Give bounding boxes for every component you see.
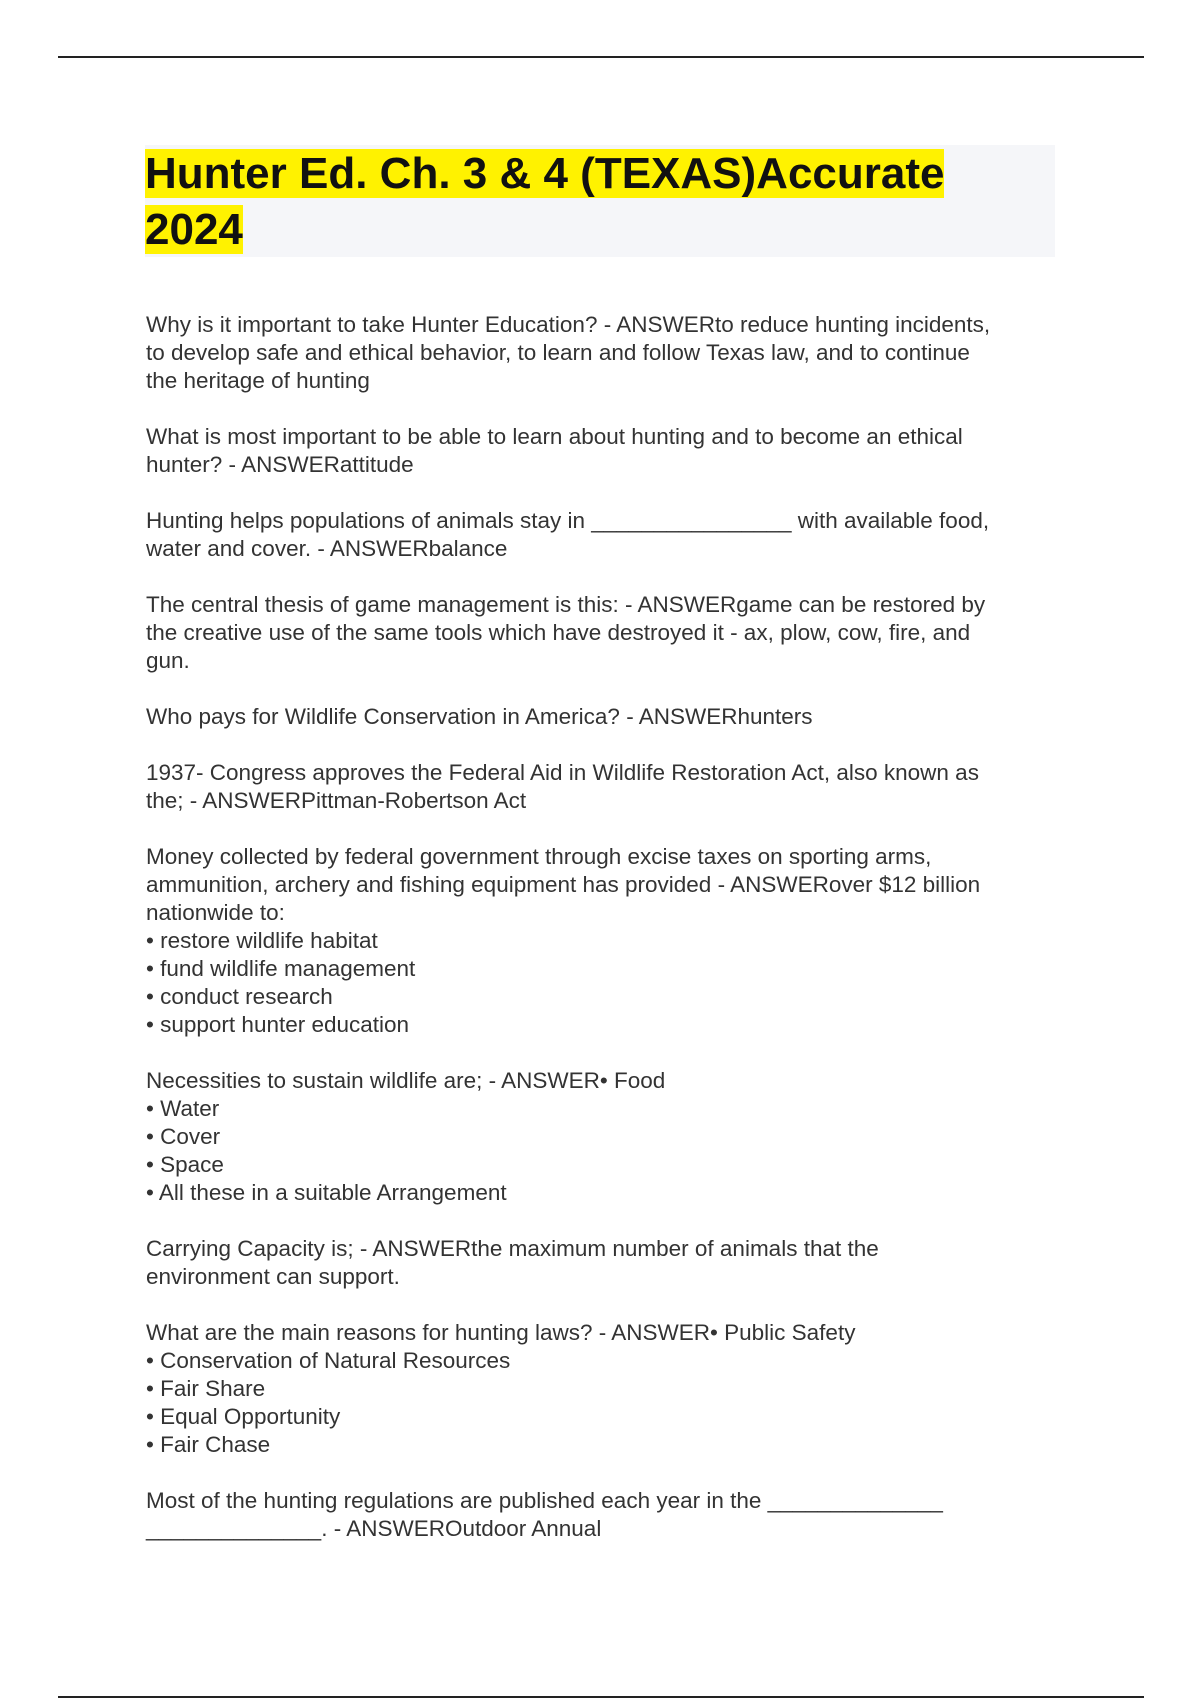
qa-item [146, 507, 1066, 563]
qa-line: the heritage of hunting [146, 368, 370, 393]
qa-line: • Fair Chase [146, 1432, 271, 1457]
qa-item [146, 423, 1066, 479]
qa-line: • restore wildlife habitat [146, 928, 378, 953]
qa-line: the creative use of the same tools which have destroyed it - ax, plow, cow, fire, and [146, 620, 971, 645]
qa-line: • Water [146, 1096, 220, 1121]
qa-line: What is most important to be able to learn about hunting and to become an ethical [146, 424, 963, 449]
qa-line: nationwide to: [146, 900, 285, 925]
qa-line: the; - ANSWERPittman-Robertson Act [146, 788, 527, 813]
qa-item [146, 759, 1066, 815]
qa-line: to develop safe and ethical behavior, to learn and follow Texas law, and to continue [146, 340, 970, 365]
qa-line: gun. [146, 648, 190, 673]
top-rule [58, 56, 1144, 58]
qa-line: • Equal Opportunity [146, 1404, 341, 1429]
qa-line: The central thesis of game management is this: - ANSWERgame can be restored by [146, 592, 986, 617]
qa-line: • Space [146, 1152, 224, 1177]
qa-line: • All these in a suitable Arrangement [146, 1180, 507, 1205]
qa-item [146, 843, 1066, 1039]
question-answer-list [146, 311, 1066, 1571]
qa-line: Who pays for Wildlife Conservation in America? - ANSWERhunters [146, 704, 813, 729]
qa-item [146, 1235, 1066, 1291]
qa-item [146, 1487, 1066, 1543]
qa-line: Hunting helps populations of animals stay in ________________ with available food, [146, 508, 990, 533]
qa-line: • conduct research [146, 984, 333, 1009]
qa-line: • fund wildlife management [146, 956, 416, 981]
qa-line: Money collected by federal government through excise taxes on sporting arms, [146, 844, 932, 869]
title-line-1: Hunter Ed. Ch. 3 & 4 (TEXAS)Accurate [145, 149, 945, 198]
document-title [145, 146, 1045, 258]
qa-line: What are the main reasons for hunting laws? - ANSWER• Public Safety [146, 1320, 856, 1345]
qa-line: water and cover. - ANSWERbalance [146, 536, 508, 561]
qa-line: Necessities to sustain wildlife are; - ANSWER• Food [146, 1068, 666, 1093]
qa-item [146, 311, 1066, 395]
bottom-rule [58, 1696, 1144, 1698]
qa-item [146, 1067, 1066, 1207]
title-line-2: 2024 [145, 205, 243, 254]
qa-line: environment can support. [146, 1264, 400, 1289]
qa-line: Why is it important to take Hunter Education? - ANSWERto reduce hunting incidents, [146, 312, 991, 337]
qa-line: • Conservation of Natural Resources [146, 1348, 511, 1373]
qa-line: 1937- Congress approves the Federal Aid in Wildlife Restoration Act, also known as [146, 760, 979, 785]
qa-line: • Cover [146, 1124, 221, 1149]
qa-line: ______________. - ANSWEROutdoor Annual [146, 1516, 602, 1541]
qa-item [146, 703, 1066, 731]
qa-line: • support hunter education [146, 1012, 410, 1037]
qa-line: hunter? - ANSWERattitude [146, 452, 414, 477]
qa-line: • Fair Share [146, 1376, 266, 1401]
qa-line: Carrying Capacity is; - ANSWERthe maximum number of animals that the [146, 1236, 879, 1261]
qa-item [146, 1319, 1066, 1459]
qa-line: ammunition, archery and fishing equipment has provided - ANSWERover $12 billion [146, 872, 981, 897]
qa-item [146, 591, 1066, 675]
qa-line: Most of the hunting regulations are published each year in the ______________ [146, 1488, 943, 1513]
